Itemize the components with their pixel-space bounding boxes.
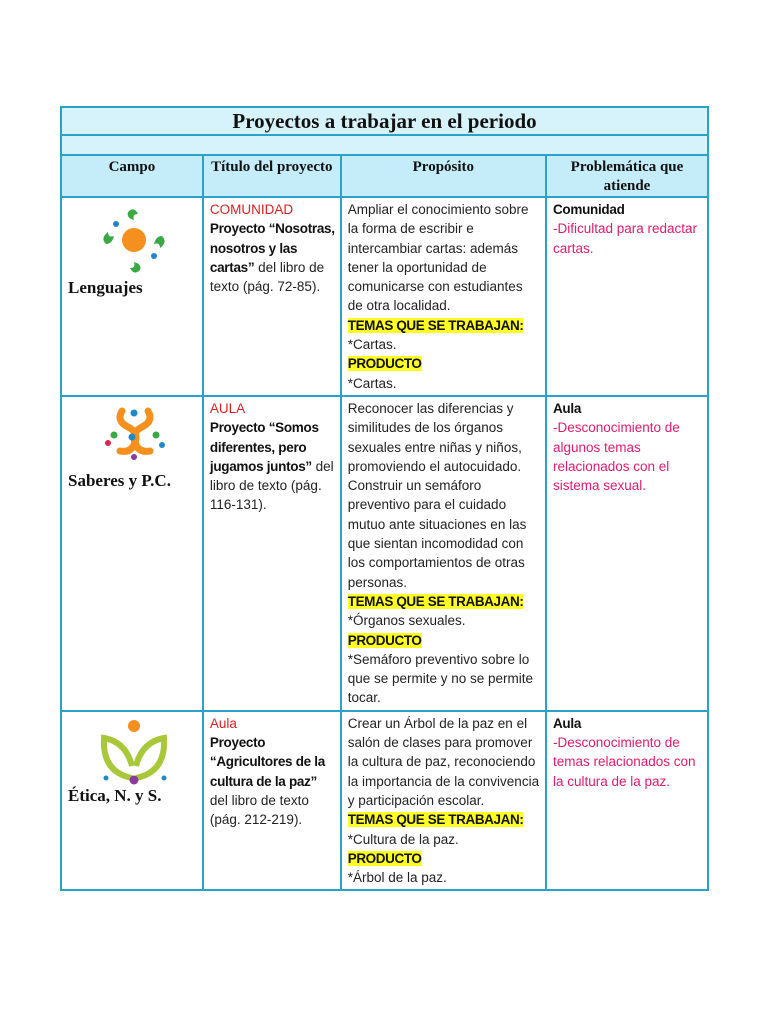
problem-title: Aula (552, 715, 582, 731)
titulo-cell (203, 711, 341, 891)
scope-label: Aula (209, 715, 237, 731)
problem-title: Comunidad (552, 202, 625, 217)
problem-title: Aula (552, 400, 582, 416)
temas-text: *Cartas. (347, 337, 397, 353)
problematica-cell (546, 197, 708, 396)
campo-label: Lenguajes (68, 278, 143, 297)
temas-label: TEMAS QUE SE TRABAJAN: (347, 317, 524, 333)
problem-text: -Desconocimiento de temas relacionados con la cultura de la paz. (552, 735, 696, 789)
project-source: del libro de texto (pág. 72-85). (209, 259, 325, 295)
campo-label: Ética, N. y S. (68, 785, 162, 805)
producto-label: PRODUCTO (347, 850, 422, 866)
producto-text: *Semáforo preventivo sobre lo que se permite y no se permite tocar. (347, 651, 534, 706)
project-title: Proyecto “Agricultores de la cultura de la paz” (209, 735, 325, 789)
problem-text: -Desconocimiento de algunos temas relacionados con el sistema sexual. (552, 420, 680, 494)
projects-table (60, 106, 709, 891)
project-source: del libro de texto (pág. 212-219). (209, 792, 309, 828)
project-title: Proyecto “Somos diferentes, pero jugamos juntos” (209, 420, 319, 474)
proposito-cell (341, 396, 546, 711)
producto-text: *Árbol de la paz. (347, 870, 447, 886)
temas-label: TEMAS QUE SE TRABAJAN: (347, 593, 524, 609)
campo-cell (61, 396, 203, 711)
purpose-text: Reconocer las diferencias y similitudes de los órganos sexuales entre niñas y niños, promoviendo el autocuidado. Construir un semáforo preventivo para el cuidado mutuo ante situaciones en las que sientan incomodidad con los comportamientos de otras personas. (347, 400, 527, 590)
titulo-cell (203, 197, 341, 396)
campo-cell (61, 711, 203, 891)
temas-text: *Cultura de la paz. (347, 831, 459, 847)
header-campo: Campo (61, 155, 203, 197)
problematica-cell (546, 396, 708, 711)
etica-logo-icon (92, 718, 176, 786)
proposito-cell (341, 197, 546, 396)
saberes-logo-icon (92, 403, 176, 463)
producto-label: PRODUCTO (347, 632, 422, 648)
header-titulo: Título del proyecto (203, 155, 341, 197)
project-title: Proyecto “Nosotras, nosotros y las cartas” (209, 221, 335, 275)
table-title: Proyectos a trabajar en el periodo (61, 107, 708, 135)
campo-cell (61, 197, 203, 396)
header-problematica: Problemática que atiende (546, 155, 708, 197)
scope-label: AULA (209, 400, 246, 416)
producto-text: *Cartas. (347, 375, 397, 391)
spacer-row (61, 135, 708, 155)
scope-label: COMUNIDAD (209, 202, 294, 217)
table-row (61, 197, 708, 396)
producto-label: PRODUCTO (347, 356, 422, 372)
proposito-cell (341, 711, 546, 891)
campo-label: Saberes y P.C. (68, 470, 171, 490)
lenguajes-logo-icon (92, 204, 176, 280)
problematica-cell (546, 711, 708, 891)
table-row (61, 711, 708, 891)
header-row (61, 155, 708, 197)
titulo-cell (203, 396, 341, 711)
temas-text: *Órganos sexuales. (347, 613, 466, 629)
header-proposito: Propósito (341, 155, 546, 197)
problem-text: -Dificultad para redactar cartas. (552, 221, 698, 256)
purpose-text: Crear un Árbol de la paz en el salón de clases para promover la cultura de paz, reconociendo la importancia de la convivencia y participación escolar. (347, 715, 540, 808)
temas-label: TEMAS QUE SE TRABAJAN: (347, 812, 524, 828)
table-row (61, 396, 708, 711)
purpose-text: Ampliar el conocimiento sobre la forma de escribir e intercambiar cartas: además tener la oportunidad de comunicarse con estudiantes de otra localidad. (347, 202, 529, 314)
project-source: del libro de texto (pág. 116-131). (209, 458, 334, 513)
